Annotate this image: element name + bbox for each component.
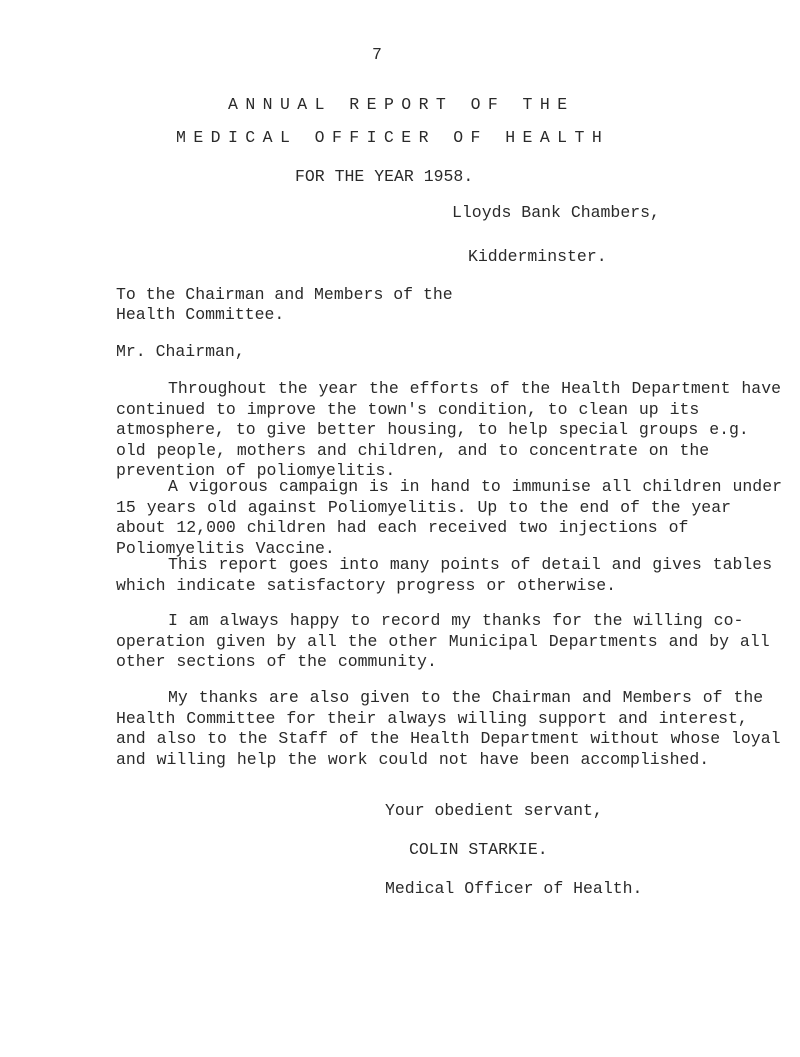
page-number: 7 [372, 45, 382, 64]
paragraph-5: My thanks are also given to the Chairman and Members of the Health Committee for their always willing support and interest, and also to the Staff of the Health Department without whose loyal and willing help the work could not have been accomplished. [116, 688, 781, 769]
paragraph-2: A vigorous campaign is in hand to immunise all children under 15 years old against Poliomyelitis. Up to the end of the year about 12,000 children had each received two injections of Poliomyelitis Vaccine. [116, 477, 782, 558]
report-year: FOR THE YEAR 1958. [295, 167, 474, 186]
closing: Your obedient servant, [385, 801, 603, 820]
signatory-name: COLIN STARKIE. [409, 840, 548, 859]
address-line-2: Kidderminster. [468, 247, 607, 266]
address-line-1: Lloyds Bank Chambers, [452, 203, 660, 222]
paragraph-4: I am always happy to record my thanks for the willing co-operation given by all the other Municipal Departments and by all other sections of the community. [116, 611, 770, 671]
report-title-line-1: ANNUAL REPORT OF THE [228, 95, 575, 114]
signatory-title: Medical Officer of Health. [385, 879, 643, 898]
addressee-line-1: To the Chairman and Members of the [116, 285, 453, 304]
paragraph-3: This report goes into many points of detail and gives tables which indicate satisfactory progress or otherwise. [116, 555, 773, 595]
salutation: Mr. Chairman, [116, 342, 245, 361]
report-title-line-2: MEDICAL OFFICER OF HEALTH [176, 128, 610, 147]
addressee-line-2: Health Committee. [116, 305, 285, 324]
paragraph-1: Throughout the year the efforts of the Health Department have continued to improve the town's condition, to clean up its atmosphere, to give better housing, to help special groups e.g. old people, mothers and children, and to concentrate on the prevention of poliomyelitis. [116, 379, 781, 480]
